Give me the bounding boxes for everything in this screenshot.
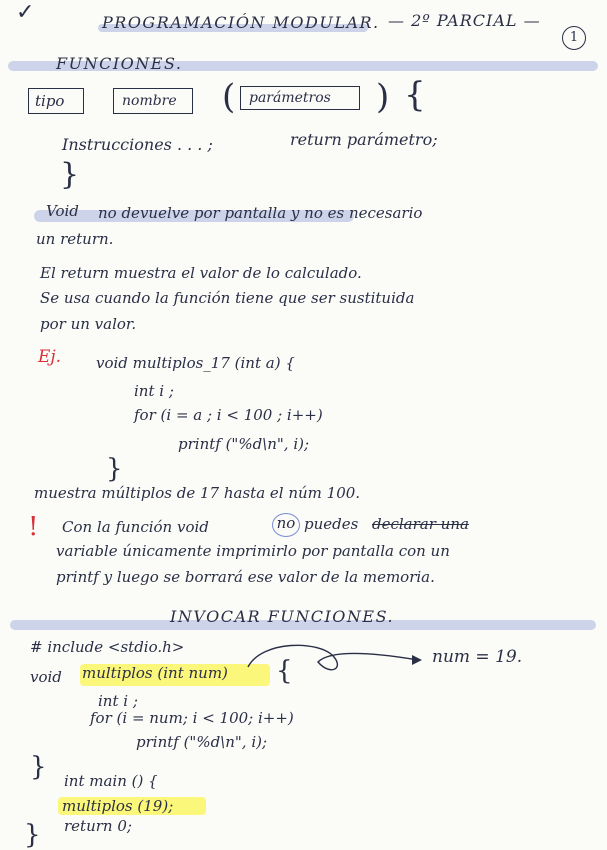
brace-open: { <box>404 75 426 115</box>
page-title: PROGRAMACIÓN MODULAR. <box>102 13 380 32</box>
example-code-line-5: } <box>106 454 123 484</box>
return-parametro-text: return parámetro; <box>290 130 438 149</box>
main-close-brace: } <box>24 820 41 850</box>
return-zero: return 0; <box>64 817 132 835</box>
example-code-line-3: for (i = a ; i < 100 ; i++) <box>134 406 323 424</box>
page-number: 1 <box>562 26 586 50</box>
void-word: Void <box>46 202 79 220</box>
example-code-line-1: void multiplos_17 (int a) { <box>96 354 295 372</box>
paren-close: ) <box>376 77 390 117</box>
section-heading-invocar: INVOCAR FUNCIONES. <box>170 607 395 626</box>
void-brace-open: { <box>276 656 293 686</box>
paren-open: ( <box>222 77 236 117</box>
warning-line-2: variable únicamente imprimirlo por pantalla con un <box>56 542 450 560</box>
main-signature: int main () { <box>64 772 158 790</box>
void-explanation: no devuelve por pantalla y no es necesario <box>98 204 423 222</box>
body-line-2: for (i = num; i < 100; i++) <box>90 709 294 727</box>
parametros-label: parámetros <box>249 90 331 106</box>
warning-line-1a: Con la función void <box>62 518 209 536</box>
example-code-line-4: printf ("%d\n", i); <box>178 435 310 453</box>
example-explanation: muestra múltiplos de 17 hasta el núm 100. <box>34 484 361 502</box>
check-mark-icon: ✓ <box>16 0 35 25</box>
void-prefix: void <box>30 668 62 686</box>
return-explanation-1: El return muestra el valor de lo calculado. <box>40 264 362 282</box>
nombre-label: nombre <box>122 93 177 109</box>
instructions-text: Instrucciones . . . ; <box>62 135 213 154</box>
include-line: # include <stdio.h> <box>30 638 185 656</box>
warning-icon: ! <box>28 512 39 542</box>
brace-close: } <box>60 157 80 192</box>
body-line-3: printf ("%d\n", i); <box>136 733 268 751</box>
warning-line-1b: puedes <box>304 515 359 533</box>
example-label: Ej. <box>38 347 62 367</box>
return-explanation-2: Se usa cuando la función tiene que ser sustituida <box>40 289 415 307</box>
warning-no-circled: no <box>272 513 300 537</box>
body-line-1: int i ; <box>98 692 138 710</box>
void-explanation-2: un return. <box>36 230 114 248</box>
section-heading-funciones: FUNCIONES. <box>56 54 183 73</box>
function-call: multiplos (19); <box>62 797 174 815</box>
param-value-note: num = 19. <box>432 647 523 667</box>
multiplos-signature: multiplos (int num) <box>82 664 228 682</box>
partial-label: — 2º PARCIAL — <box>388 11 541 30</box>
function-close-brace: } <box>30 752 47 782</box>
return-explanation-3: por un valor. <box>40 315 137 333</box>
tipo-label: tipo <box>35 92 65 110</box>
example-code-line-2: int i ; <box>134 382 174 400</box>
warning-struck-text: declarar una <box>372 515 469 533</box>
warning-line-3: printf y luego se borrará ese valor de la memoria. <box>56 568 435 586</box>
